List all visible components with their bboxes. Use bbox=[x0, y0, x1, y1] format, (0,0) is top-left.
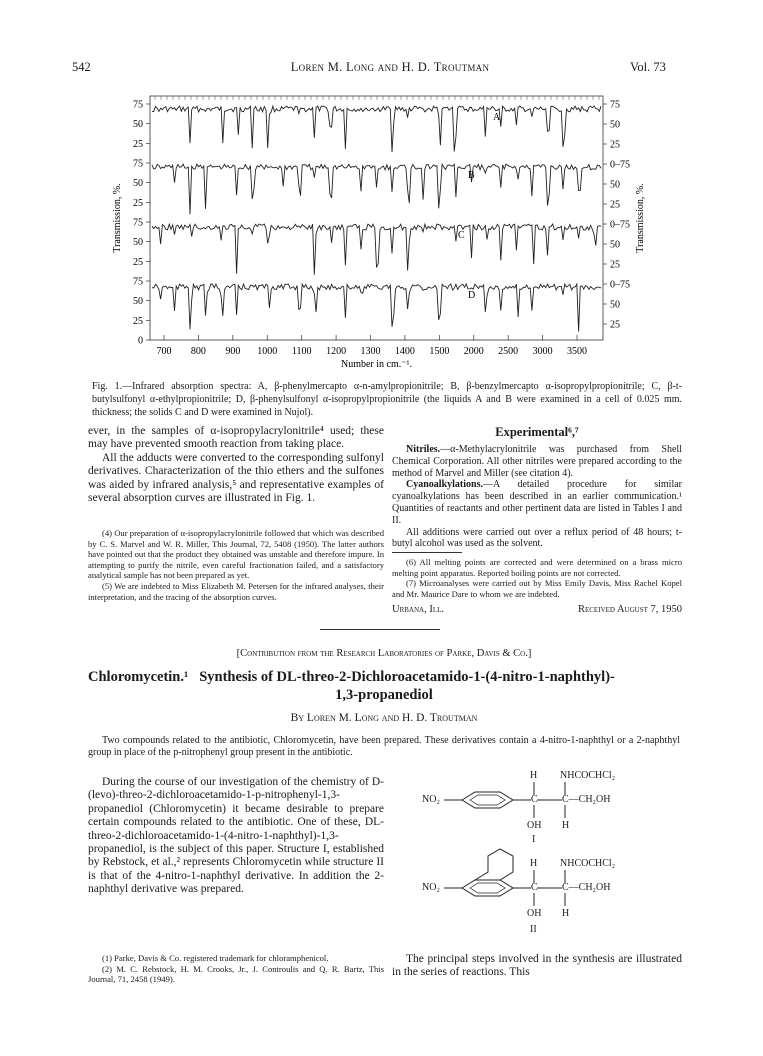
spectrum-curve-a bbox=[152, 106, 601, 152]
footnote-rule bbox=[392, 552, 462, 553]
struct-nh: NHCOCHCl₂ bbox=[560, 770, 616, 781]
struct-h: H bbox=[530, 858, 538, 869]
right-y-tick-label: 25 bbox=[610, 259, 620, 271]
right-y-tick-label: 25 bbox=[610, 319, 620, 331]
struct-no2: NO₂ bbox=[422, 794, 440, 805]
spectrum-curve-c bbox=[152, 224, 601, 275]
left-y-tick-label: 25 bbox=[133, 315, 143, 327]
left-y-tick-label: 25 bbox=[133, 197, 143, 209]
footnote-4: (4) Our preparation of α-isopropylacrylonitrile followed that which was described by C. S. Marvel and W. R. Miller, This Journal, 72, 5408 (1950). The latter authors have pointed out that the product they obtained was unstable and therefore impure. In attempting to purify the nitrile, even careful fractionation failed, and a satisfactory analytical sample has not been prepared as yet. bbox=[88, 528, 384, 581]
left-y-tick-label: 50 bbox=[133, 119, 143, 131]
byline: By Loren M. Long and H. D. Troutman bbox=[290, 712, 478, 724]
left-y-tick-label: 25 bbox=[133, 256, 143, 268]
y-axis-label-left: Transmission, %. bbox=[112, 183, 123, 253]
struct-c: C bbox=[531, 794, 538, 805]
footnote-6: (6) All melting points are corrected and were determined on a brass micro melting point apparatus. Reported boiling points are not corrected. bbox=[392, 557, 682, 578]
abstract: Two compounds related to the antibiotic, Chloromycetin, have been prepared. These derivatives contain a 4-nitro-1-naphthyl or a 2-naphthyl group in place of the p-nitrophenyl group present in the antibiotic. bbox=[88, 735, 680, 758]
left-y-tick-label: 50 bbox=[133, 237, 143, 249]
struct-label: II bbox=[530, 924, 537, 935]
right-y-tick-label: 50 bbox=[610, 179, 620, 191]
paragraph: All the adducts were converted to the corresponding sulfonyl derivatives. Characterization of the thio ethers and the sulfones was aided by infrared analysis,⁵ and representative examples of several absorption curves are illustrated in Fig. 1. bbox=[88, 451, 384, 505]
struct-h2: H bbox=[562, 820, 570, 831]
footnote-1: (1) Parke, Davis & Co. registered trademark for chloramphenicol. bbox=[102, 953, 329, 963]
right-y-tick-label: 0–75 bbox=[610, 219, 630, 231]
footnotes-article2 bbox=[88, 953, 384, 985]
x-tick-label: 3500 bbox=[567, 346, 587, 357]
struct-no2: NO₂ bbox=[422, 882, 440, 893]
footnotes-left bbox=[88, 528, 384, 602]
structure-ii bbox=[400, 844, 680, 944]
section-rule bbox=[320, 629, 440, 630]
left-y-tick-label: 0 bbox=[138, 335, 143, 347]
x-tick-label: 2000 bbox=[463, 346, 484, 357]
place: Urbana, Ill. bbox=[392, 604, 445, 615]
struct-oh: OH bbox=[527, 820, 542, 831]
paragraph: —A detailed procedure for similar cyanoalkylations has been described in an earlier communication.¹ Quantities of reactants and other pertinent data are listed in Tables I and II. bbox=[392, 479, 682, 526]
plot-frame bbox=[150, 96, 603, 340]
footnote-2: (2) M. C. Rebstock, H. M. Crooks, Jr., J. Controulis and Q. R. Bartz, This Journal, 71, 2458 (1949). bbox=[88, 963, 384, 985]
right-y-tick-label: 50 bbox=[610, 299, 620, 311]
spectrum-curve-b bbox=[152, 164, 601, 214]
series-label: C bbox=[458, 230, 465, 241]
x-tick-label: 1300 bbox=[360, 346, 381, 357]
left-y-tick-label: 75 bbox=[133, 158, 143, 170]
footnotes-right bbox=[392, 557, 682, 599]
struct-ch2oh: C—CH₂OH bbox=[562, 882, 611, 893]
paragraph: ever, in the samples of α-isopropylacrylonitrile⁴ used; these may have prevented smooth reaction from taking place. bbox=[88, 425, 384, 451]
struct-nh: NHCOCHCl₂ bbox=[560, 858, 616, 869]
left-column bbox=[88, 425, 384, 505]
article-title-line1: Chloromycetin.¹ Synthesis of DL-threo-2-Dichloroacetamido-1-(4-nitro-1-naphthyl)- bbox=[88, 669, 615, 685]
x-tick-label: 1200 bbox=[326, 346, 347, 357]
footnote-5: (5) We are indebted to Miss Elizabeth M. Petersen for the infrared analyses, their interpretation, and the tracing of the absorption curves. bbox=[88, 580, 384, 602]
x-axis-label: Number in cm.⁻¹. bbox=[340, 359, 413, 370]
page-number: 542 bbox=[72, 60, 91, 74]
right-column bbox=[392, 444, 682, 550]
contribution-line: [Contribution from the Research Laboratories of Parke, Davis & Co.] bbox=[236, 648, 532, 659]
left-y-tick-label: 25 bbox=[133, 138, 143, 150]
series-label: B bbox=[468, 170, 475, 181]
right-y-tick-label: 25 bbox=[610, 199, 620, 211]
x-tick-label: 2500 bbox=[498, 346, 519, 357]
running-head: Loren M. Long and H. D. Troutman bbox=[290, 60, 490, 74]
left-y-tick-label: 75 bbox=[133, 276, 143, 288]
struct-label: I bbox=[532, 834, 536, 845]
y-axis-label-right: Transmission, %. bbox=[635, 183, 646, 253]
struct-c: C bbox=[531, 882, 538, 893]
naphthalene-ring-icon bbox=[400, 844, 680, 944]
left-y-tick-label: 50 bbox=[133, 296, 143, 308]
series-label: A bbox=[493, 112, 501, 123]
right-y-tick-label: 50 bbox=[610, 239, 620, 251]
figure-caption: Fig. 1.—Infrared absorption spectra: A, β-phenylmercapto α-n-amylpropionitrile; B, β-benzylmercapto α-isopropylpropionitrile; C, β-t-butylsulfonyl α-ethylpropionitrile; D, β-phenylsulfonyl α-isopropylpropionitrile (the liquids A and B were examined in a cell of 0.025 mm. thickness; the solids C and D were examined in Nujol). bbox=[92, 381, 682, 418]
series-label: D bbox=[468, 290, 476, 301]
body-right: The principal steps involved in the synthesis are illustrated in the series of reactions. This bbox=[392, 953, 682, 979]
right-y-tick-label: 0–75 bbox=[610, 159, 630, 171]
left-y-tick-label: 75 bbox=[133, 99, 143, 111]
x-tick-label: 800 bbox=[190, 346, 206, 357]
x-tick-label: 1100 bbox=[291, 346, 312, 357]
experimental-heading: Experimental⁶,⁷ bbox=[495, 425, 579, 439]
x-tick-label: 900 bbox=[225, 346, 241, 357]
body-left: During the course of our investigation of the chemistry of D-(levo)-threo-2-dichloroacetamido-1-p-nitrophenyl-1,3-propanediol (Chloromycetin) it became desirable to prepare certain compounds related to the antibiotic. One of these, DL-threo-2-dichloroacetamido-1-(4-nitro-1-naphthyl)-1,3-propanediol, is the subject of this paper. Structure I, established by Rebstock, et al.,² represents Chloromycetin while structure II is that of the 4-nitro-1-naphthyl derivative. In addition the 2-naphthyl derivative was prepared. bbox=[88, 776, 384, 896]
struct-h2: H bbox=[562, 908, 570, 919]
x-tick-label: 1400 bbox=[394, 346, 415, 357]
struct-oh: OH bbox=[527, 908, 542, 919]
nitriles-lead: Nitriles. bbox=[406, 444, 441, 455]
x-tick-label: 3000 bbox=[532, 346, 553, 357]
struct-ch2oh: C—CH₂OH bbox=[562, 794, 611, 805]
right-y-tick-label: 50 bbox=[610, 119, 620, 131]
right-y-tick-label: 75 bbox=[610, 99, 620, 111]
received-date: Received August 7, 1950 bbox=[577, 604, 682, 615]
x-tick-label: 1500 bbox=[429, 346, 450, 357]
right-y-tick-label: 25 bbox=[610, 139, 620, 151]
volume: Vol. 73 bbox=[630, 60, 666, 74]
spectrum-curve-d bbox=[152, 284, 601, 332]
paragraph: —α-Methylacrylonitrile was purchased from Shell Chemical Corporation. All other nitriles were prepared according to the method of Marvel and Miller (see citation 4). bbox=[392, 444, 682, 479]
footnote-7: (7) Microanalyses were carried out by Miss Emily Davis, Miss Rachel Kopel and Mr. Maurice Dare to whom we are indebted. bbox=[392, 578, 682, 599]
x-tick-label: 700 bbox=[156, 346, 172, 357]
right-y-tick-label: 0–75 bbox=[610, 279, 630, 291]
left-y-tick-label: 50 bbox=[133, 178, 143, 190]
paragraph: All additions were carried out over a reflux period of 48 hours; t-butyl alcohol was used as the solvent. bbox=[392, 526, 682, 550]
ir-spectra-chart bbox=[98, 88, 658, 378]
x-tick-label: 1000 bbox=[257, 346, 278, 357]
left-y-tick-label: 75 bbox=[133, 217, 143, 229]
cyanoalkylations-lead: Cyanoalkylations. bbox=[406, 479, 483, 491]
struct-h: H bbox=[530, 770, 538, 781]
article-title-line2: 1,3-propanediol bbox=[335, 687, 433, 703]
